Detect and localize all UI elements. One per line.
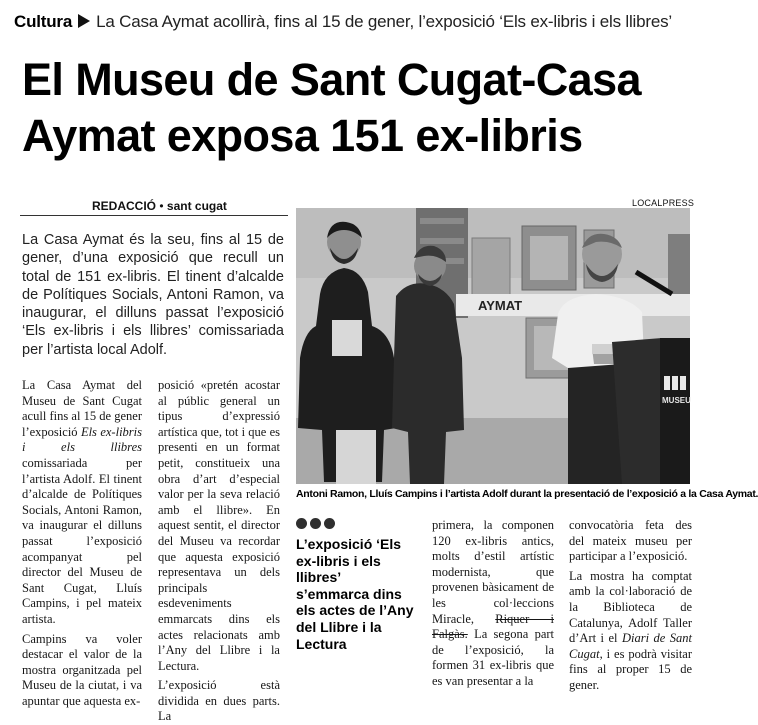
headline-line-1: El Museu de Sant Cugat-Casa bbox=[22, 54, 641, 105]
section-kicker bbox=[14, 11, 694, 33]
body-paragraph: La mostra ha comptat amb la col·laboració de la Biblioteca de Catalunya, Adolf Taller d’Art i el Diari de Sant Cugat, i es podrà visitar fins al proper 15 de gener. bbox=[569, 568, 693, 692]
photo-credit: LOCALPRESS bbox=[632, 198, 695, 208]
news-photo bbox=[296, 208, 690, 484]
byline-rule bbox=[20, 215, 288, 216]
dots-ornament bbox=[296, 516, 416, 530]
arrow-right-icon bbox=[78, 14, 90, 28]
body-paragraph: L’exposició està dividida en dues parts. La bbox=[158, 678, 280, 724]
body-column-4 bbox=[569, 518, 692, 694]
body-paragraph: convocatòria feta des del mateix museu per participar a l’exposició. bbox=[569, 518, 692, 564]
body-column-2 bbox=[158, 378, 280, 725]
kicker-subhead: La Casa Aymat acollirà, fins al 15 de gener, l’exposició ‘Els ex-libris i els llibres’ bbox=[96, 12, 672, 31]
byline-text bbox=[88, 199, 231, 214]
byline-author: REDACCIÓ bbox=[92, 199, 157, 213]
body-paragraph: Campins va voler destacar el valor de la mostra organitzada pel Museu de la ciutat, i va apuntar que aquesta ex- bbox=[22, 631, 142, 708]
body-column-1 bbox=[22, 378, 142, 709]
wall-sign-text: AYMAT bbox=[478, 298, 523, 313]
body-column-3 bbox=[432, 518, 554, 690]
body-paragraph: primera, la componen 120 ex-libris antics, molts d’estil artístic modernista, que provenen bàsicament de les col·leccions Miracle, Riquer i Falgàs. La segona part de l’exposició, la formen 31 ex-libris que es van presentar a la bbox=[432, 518, 554, 688]
lead-paragraph: La Casa Aymat és la seu, fins al 15 de gener, d’una exposició que recull un total de 151 ex-libris. El tinent d’alcalde de Polítiques Socials, Antoni Ramon, va inaugurar, el dilluns passat l’exposició ‘Els ex-libris i els llibres’ comissariada per l’artista local Adolf. bbox=[22, 232, 284, 358]
body-paragraph: La Casa Aymat del Museu de Sant Cugat acull fins al 15 de gener l’exposició Els ex-libris i els llibres comissariada per l’artista Adolf. El tinent d’alcalde de Polítiques Socials, Antoni Ramon, va inaugurar el dilluns passat l’exposició acompanyat pel director del Museu de Sant Cugat, Lluís Campins, i pel mateix artista. bbox=[22, 378, 142, 626]
byline bbox=[0, 197, 288, 221]
byline-separator: • bbox=[159, 199, 164, 213]
headline-line-2: Aymat exposa 151 ex-libris bbox=[22, 110, 583, 161]
byline-place: sant cugat bbox=[166, 199, 227, 213]
section-label: Cultura bbox=[14, 12, 73, 31]
pull-quote-text: L’exposició ‘Els ex-libris i els llibres’ s’emmarca dins els actes de l’Any del Llibre i la Lectura bbox=[296, 536, 414, 652]
pull-quote bbox=[296, 516, 416, 652]
panel-label-text: MUSEU bbox=[662, 396, 691, 405]
photo-caption: Antoni Ramon, Lluís Campins i l’artista Adolf durant la presentació de l’exposició a la Casa Aymat. bbox=[296, 488, 758, 500]
photo-illustration bbox=[296, 208, 690, 484]
body-paragraph: posició «pretén acostar al públic general un tipus d’expressió artística que, tot i que es presenti en un format petit, constitueix una obra d’art d’especial valor per la seva relació amb el llibre». En aquest sentit, el director del Museu va recordar que aquesta exposició representava un dels principals esdeveniments emmarcats dins els actes relacionats amb l’Any del Llibre i la Lectura. bbox=[158, 378, 280, 673]
headline bbox=[22, 52, 682, 164]
